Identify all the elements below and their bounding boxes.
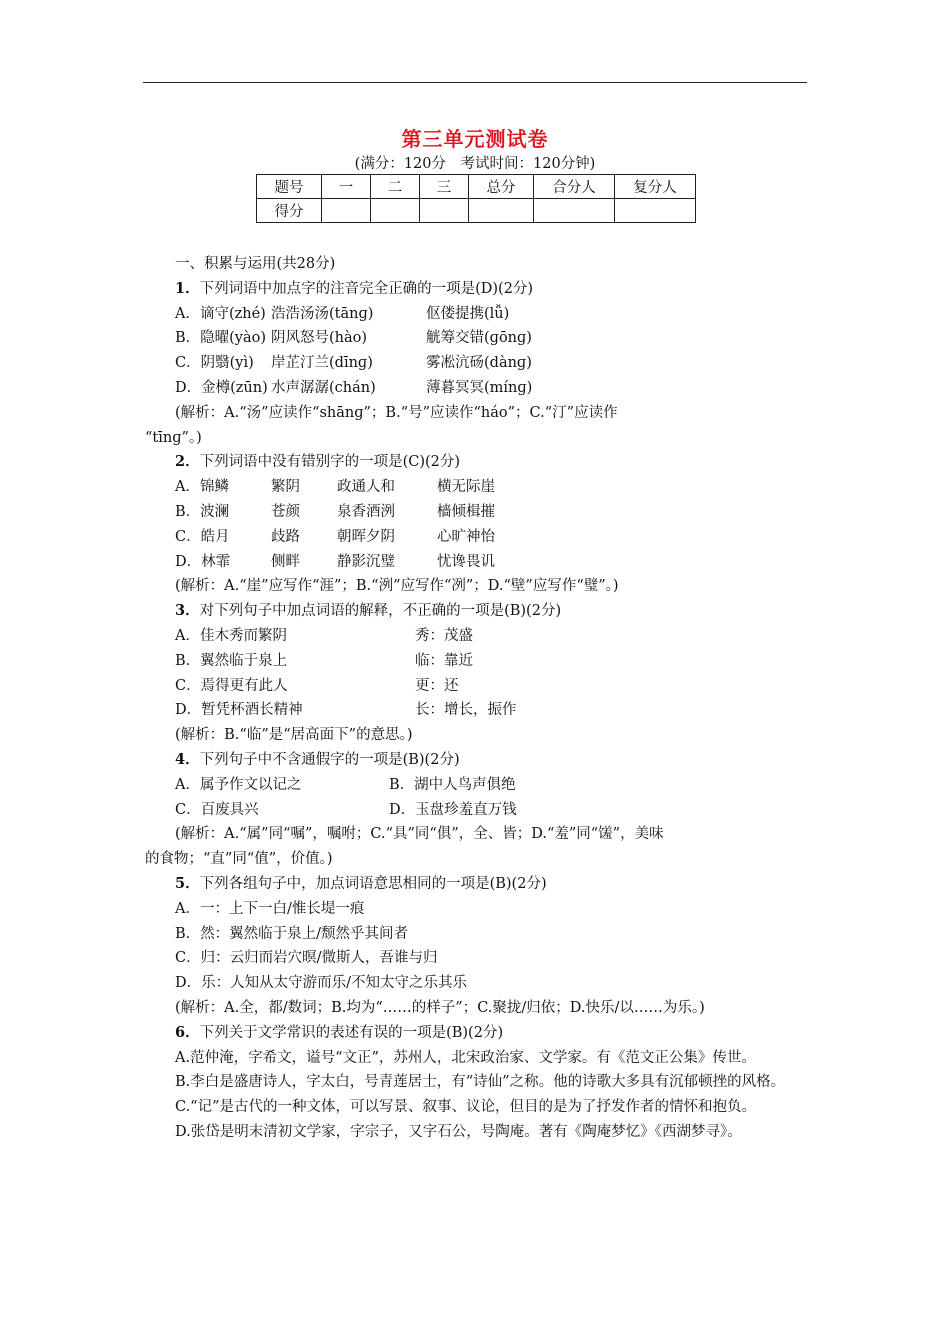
question-3-option-d — [145, 698, 807, 723]
score-table — [256, 174, 696, 223]
option-term: 心旷神怡 — [437, 528, 495, 545]
score-header-cell: 三 — [420, 175, 469, 199]
question-4-options-row-2 — [145, 798, 807, 823]
question-1-option-a — [145, 302, 807, 327]
question-4-analysis-cont: 的食物；“直”同“值”，价值。) — [145, 851, 333, 868]
question-2-stem — [145, 450, 807, 475]
option-term: 泉香酒洌 — [337, 503, 395, 520]
option-term: 苍颜 — [271, 503, 300, 520]
option-term: D．金樽(zūn) — [175, 379, 268, 396]
option-term: 伛偻提携(lǚ) — [426, 305, 510, 322]
question-1-option-c — [145, 351, 807, 376]
exam-info: (满分：120分 考试时间：120分钟) — [354, 156, 596, 172]
question-text: 对下列句子中加点词语的解释，不正确的一项是(B)(2分) — [199, 603, 562, 620]
score-input-cell[interactable] — [469, 199, 534, 223]
score-header-cell: 总分 — [469, 175, 534, 199]
score-input-cell[interactable] — [615, 199, 696, 223]
score-header-cell: 题号 — [257, 175, 322, 199]
question-2-option-c — [145, 525, 807, 550]
option-explanation: 秀：茂盛 — [415, 627, 473, 644]
score-input-cell[interactable] — [322, 199, 371, 223]
option-sentence: B．翼然临于泉上 — [175, 652, 288, 669]
score-row-label: 得分 — [257, 199, 322, 223]
question-text: 下列词语中没有错别字的一项是(C)(2分) — [199, 454, 461, 471]
option-explanation: 临：靠近 — [415, 652, 473, 669]
option-term: 樯倾楫摧 — [437, 503, 495, 520]
question-number: 3． — [175, 602, 200, 620]
option-term: 政通人和 — [337, 479, 395, 496]
question-text: 下列词语中加点字的注音完全正确的一项是(D)(2分) — [199, 280, 534, 297]
score-input-cell[interactable] — [534, 199, 615, 223]
score-header-cell: 二 — [371, 175, 420, 199]
option-sentence: D．玉盘珍羞直万钱 — [389, 801, 517, 818]
option-term: A．谪守(zhé) — [175, 305, 266, 322]
option-term: 忧谗畏讥 — [437, 553, 495, 570]
question-3-option-a — [145, 624, 807, 649]
question-2-option-d — [145, 550, 807, 575]
option-sentence: B．湖中人鸟声俱绝 — [389, 776, 516, 793]
question-5-option-c: C．归：云归而岩穴暝/微斯人，吾谁与归 — [175, 950, 438, 967]
option-term: 岸芷汀兰(dīnɡ) — [271, 355, 373, 372]
option-term: 雾凇沆砀(dànɡ) — [426, 355, 532, 372]
section-heading: 一、积累与运用(共28分) — [175, 256, 336, 272]
page-title: 第三单元测试卷 — [401, 127, 549, 151]
question-2-option-b — [145, 500, 807, 525]
question-number: 1． — [175, 279, 200, 297]
option-sentence: D．暂凭杯酒长精神 — [175, 702, 303, 719]
question-3-analysis: (解析：B.“临”是“居高面下”的意思。) — [175, 727, 413, 744]
option-term: 歧路 — [271, 528, 300, 545]
option-term: 朝晖夕阴 — [337, 528, 395, 545]
score-header-cell: 复分人 — [615, 175, 696, 199]
question-1-analysis: (解析：A.“汤”应读作“shānɡ”；B.“号”应读作“háo”；C.“汀”应读作 — [175, 404, 618, 421]
option-term: 侧畔 — [271, 553, 300, 570]
header-rule — [143, 82, 807, 83]
option-term: 阴风怒号(hào) — [271, 330, 368, 347]
question-text: 下列句子中不含通假字的一项是(B)(2分) — [199, 751, 460, 768]
option-term: 水声潺潺(chán) — [271, 379, 376, 396]
question-6-stem — [145, 1021, 807, 1046]
option-term: B．波澜 — [175, 503, 230, 520]
option-term: A．锦鳞 — [175, 479, 229, 496]
question-number: 4． — [175, 750, 200, 768]
option-term: 薄暮冥冥(mínɡ) — [426, 379, 533, 396]
option-term: 繁阴 — [271, 479, 300, 496]
option-sentence: C．百废具兴 — [175, 801, 259, 818]
question-1-stem — [145, 277, 807, 302]
option-term: 横无际崖 — [437, 479, 495, 496]
question-1-analysis-cont: “tīnɡ”。) — [145, 429, 202, 446]
option-term: 觥筹交错(ɡōnɡ) — [426, 330, 532, 347]
question-3-option-c — [145, 674, 807, 699]
question-text: 下列关于文学常识的表述有误的一项是(B)(2分) — [199, 1024, 504, 1041]
score-header-cell: 一 — [322, 175, 371, 199]
question-number: 5． — [175, 874, 200, 892]
score-header-cell: 合分人 — [534, 175, 615, 199]
option-sentence: C．焉得更有此人 — [175, 677, 288, 694]
question-1-option-d — [145, 376, 807, 401]
score-input-cell[interactable] — [420, 199, 469, 223]
question-5-stem — [145, 872, 807, 897]
question-4-options-row-1 — [145, 773, 807, 798]
question-4-analysis: (解析：A.“属”同“嘱”，嘱咐；C.“具”同“俱”，全、皆；D.“羞”同“馐”，美味 — [175, 826, 664, 843]
option-term: D．林霏 — [175, 553, 231, 570]
question-2-option-a — [145, 475, 807, 500]
question-5-analysis: (解析：A.全，都/数词；B.均为“……的样子”；C.聚拢/归依；D.快乐/以……为乐。) — [175, 999, 705, 1016]
question-1-option-b — [145, 326, 807, 351]
question-5-option-a: A．一：上下一白/惟长堤一痕 — [175, 900, 365, 917]
option-term: B．隐曜(yào) — [175, 330, 267, 347]
question-5-option-b: B．然：翼然临于泉上/颓然乎其间者 — [175, 925, 409, 942]
option-explanation: 更：还 — [415, 677, 459, 694]
question-6-option-d: D.张岱是明末清初文学家，字宗子，又字石公，号陶庵。著有《陶庵梦忆》《西湖梦寻》。 — [175, 1123, 742, 1140]
question-3-option-b — [145, 649, 807, 674]
score-input-cell[interactable] — [371, 199, 420, 223]
score-table-header-row — [257, 175, 696, 199]
option-term: 静影沉璧 — [337, 553, 395, 570]
question-text: 下列各组句子中，加点词语意思相同的一项是(B)(2分) — [199, 875, 547, 892]
question-4-stem — [145, 748, 807, 773]
option-term: C．阴翳(yì) — [175, 355, 254, 372]
option-sentence: A．属予作文以记之 — [175, 776, 302, 793]
question-number: 6． — [175, 1023, 200, 1041]
option-explanation: 长：增长，振作 — [415, 702, 517, 719]
question-6-option-b: B.李白是盛唐诗人，字太白，号青莲居士，有“诗仙”之称。他的诗歌大多具有沉郁顿挫的风格。 — [175, 1074, 786, 1091]
question-2-analysis: (解析：A.“崖”应写作“涯”；B.“洌”应写作“冽”；D.“壁”应写作“璧”。) — [175, 578, 619, 595]
question-3-stem — [145, 599, 807, 624]
question-6-option-c: C.“记”是古代的一种文体，可以写景、叙事、议论，但目的是为了抒发作者的情怀和抱负。 — [175, 1099, 757, 1116]
option-term: 浩浩汤汤(tānɡ) — [271, 305, 374, 322]
question-6-option-a: A.范仲淹，字希文，谥号“文正”，苏州人，北宋政治家、文学家。有《范文正公集》传世。 — [175, 1049, 756, 1066]
question-5-option-d: D．乐：人知从太守游而乐/不知太守之乐其乐 — [175, 975, 468, 992]
option-sentence: A．佳木秀而繁阴 — [175, 627, 287, 644]
exam-content — [145, 252, 807, 1145]
option-term: C．皓月 — [175, 528, 230, 545]
question-number: 2． — [175, 453, 200, 471]
score-table-score-row — [257, 199, 696, 223]
